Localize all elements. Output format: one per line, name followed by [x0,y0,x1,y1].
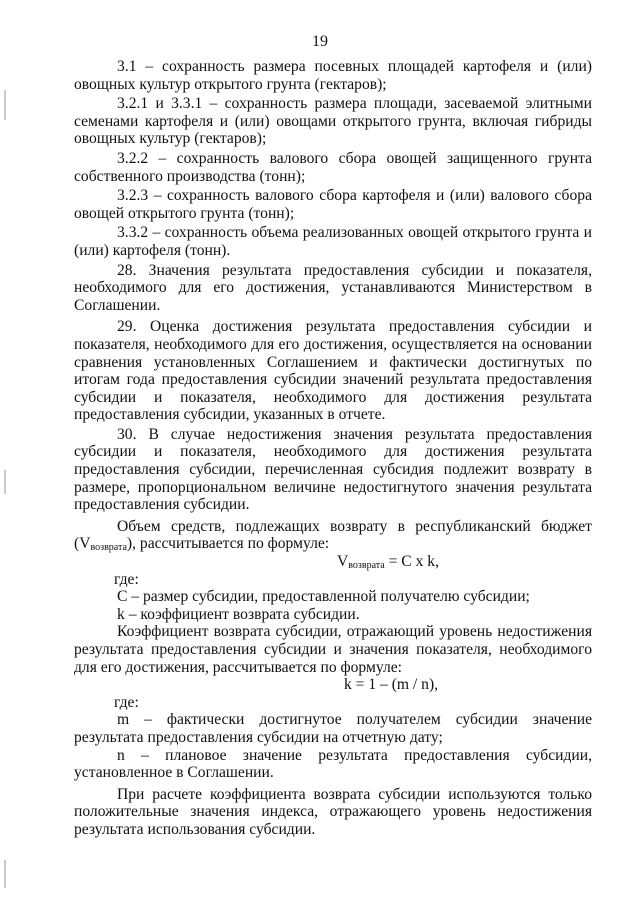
paragraph-28: 28. Значения результата предоставления субсидии и показателя, необходимого для его достижения, устанавливаются Министерством в Соглашении. [74,261,592,314]
where-label-1: где: [114,570,139,588]
where-label-2: где: [114,693,139,711]
definition-k: k – коэффициент возврата субсидии. [117,605,360,623]
document-body [74,58,592,839]
paragraph-positive-values: При расчете коэффициента возврата субсидии используются только положительные значения индекса, отражающего уровень недостижения результата использования субсидии. [74,785,592,838]
formula-return-volume [74,553,592,571]
formula-rest: = C x k, [384,553,439,571]
definition-c: С – размер субсидии, предоставленной получателю субсидии; [117,588,530,606]
definition-m: m – фактически достигнутое получателем субсидии значение результата предоставления субсидии на отчетную дату; [74,711,592,746]
page-number: 19 [312,33,328,50]
paragraph-30: 30. В случае недостижения значения результата предоставления субсидии и показателя, необходимого для достижения результата предоставления субсидии, перечисленная субсидия подлежит возврату в размере, пропорциональном величине недостигнутого значения результата предоставления субсидии. [74,425,592,514]
return-volume-text: Объем средств, подлежащих возврату в республиканский бюджет (V [74,517,592,553]
definition-n: n – плановое значение результата предоставления субсидии, установленное в Соглашении. [74,746,592,782]
paragraph-3-1: 3.1 – сохранность размера посевных площадей картофеля и (или) овощных культур открытого грунта (гектаров); [74,58,592,93]
paragraph-coefficient: Коэффициент возврата субсидии, отражающий уровень недостижения результата предоставления субсидии и значения показателя, необходимого для его достижения, рассчитывается по формуле: [74,623,592,676]
scan-margin-mark-bottom [4,860,6,888]
formula-v: V [337,553,349,571]
return-volume-text-end: ), рассчитывается по формуле: [126,535,330,553]
formula-v-subscript: возврата [348,560,385,572]
paragraph-3-2-3: 3.2.3 – сохранность валового сбора картофеля и (или) валового сбора овощей открытого грунта (тонн); [74,187,592,222]
paragraph-return-volume [74,518,592,553]
scan-margin-mark-top [4,90,6,120]
paragraph-29: 29. Оценка достижения результата предоставления субсидии и показателя, необходимого для его достижения, осуществляется на основании сравнения установленных Соглашением и фактически достигнутых по итогам года предоставления субсидии значений результата предоставления субсидии и показателя, необходимого для достижения результата предоставления субсидии, указанных в отчете. [74,318,592,424]
paragraph-3-2-1: 3.2.1 и 3.3.1 – сохранность размера площади, засеваемой элитными семенами картофеля и (или) овощами открытого грунта, включая гибриды овощных культур (гектаров); [74,95,592,148]
paragraph-3-3-2: 3.3.2 – сохранность объема реализованных овощей открытого грунта и (или) картофеля (тонн). [74,224,592,259]
formula-coefficient: k = 1 – (m / n), [343,676,439,694]
paragraph-3-2-2: 3.2.2 – сохранность валового сбора овощей защищенного грунта собственного производства (тонн); [74,149,592,185]
scan-margin-mark-middle [4,470,6,494]
return-volume-subscript: возврата [90,542,127,554]
